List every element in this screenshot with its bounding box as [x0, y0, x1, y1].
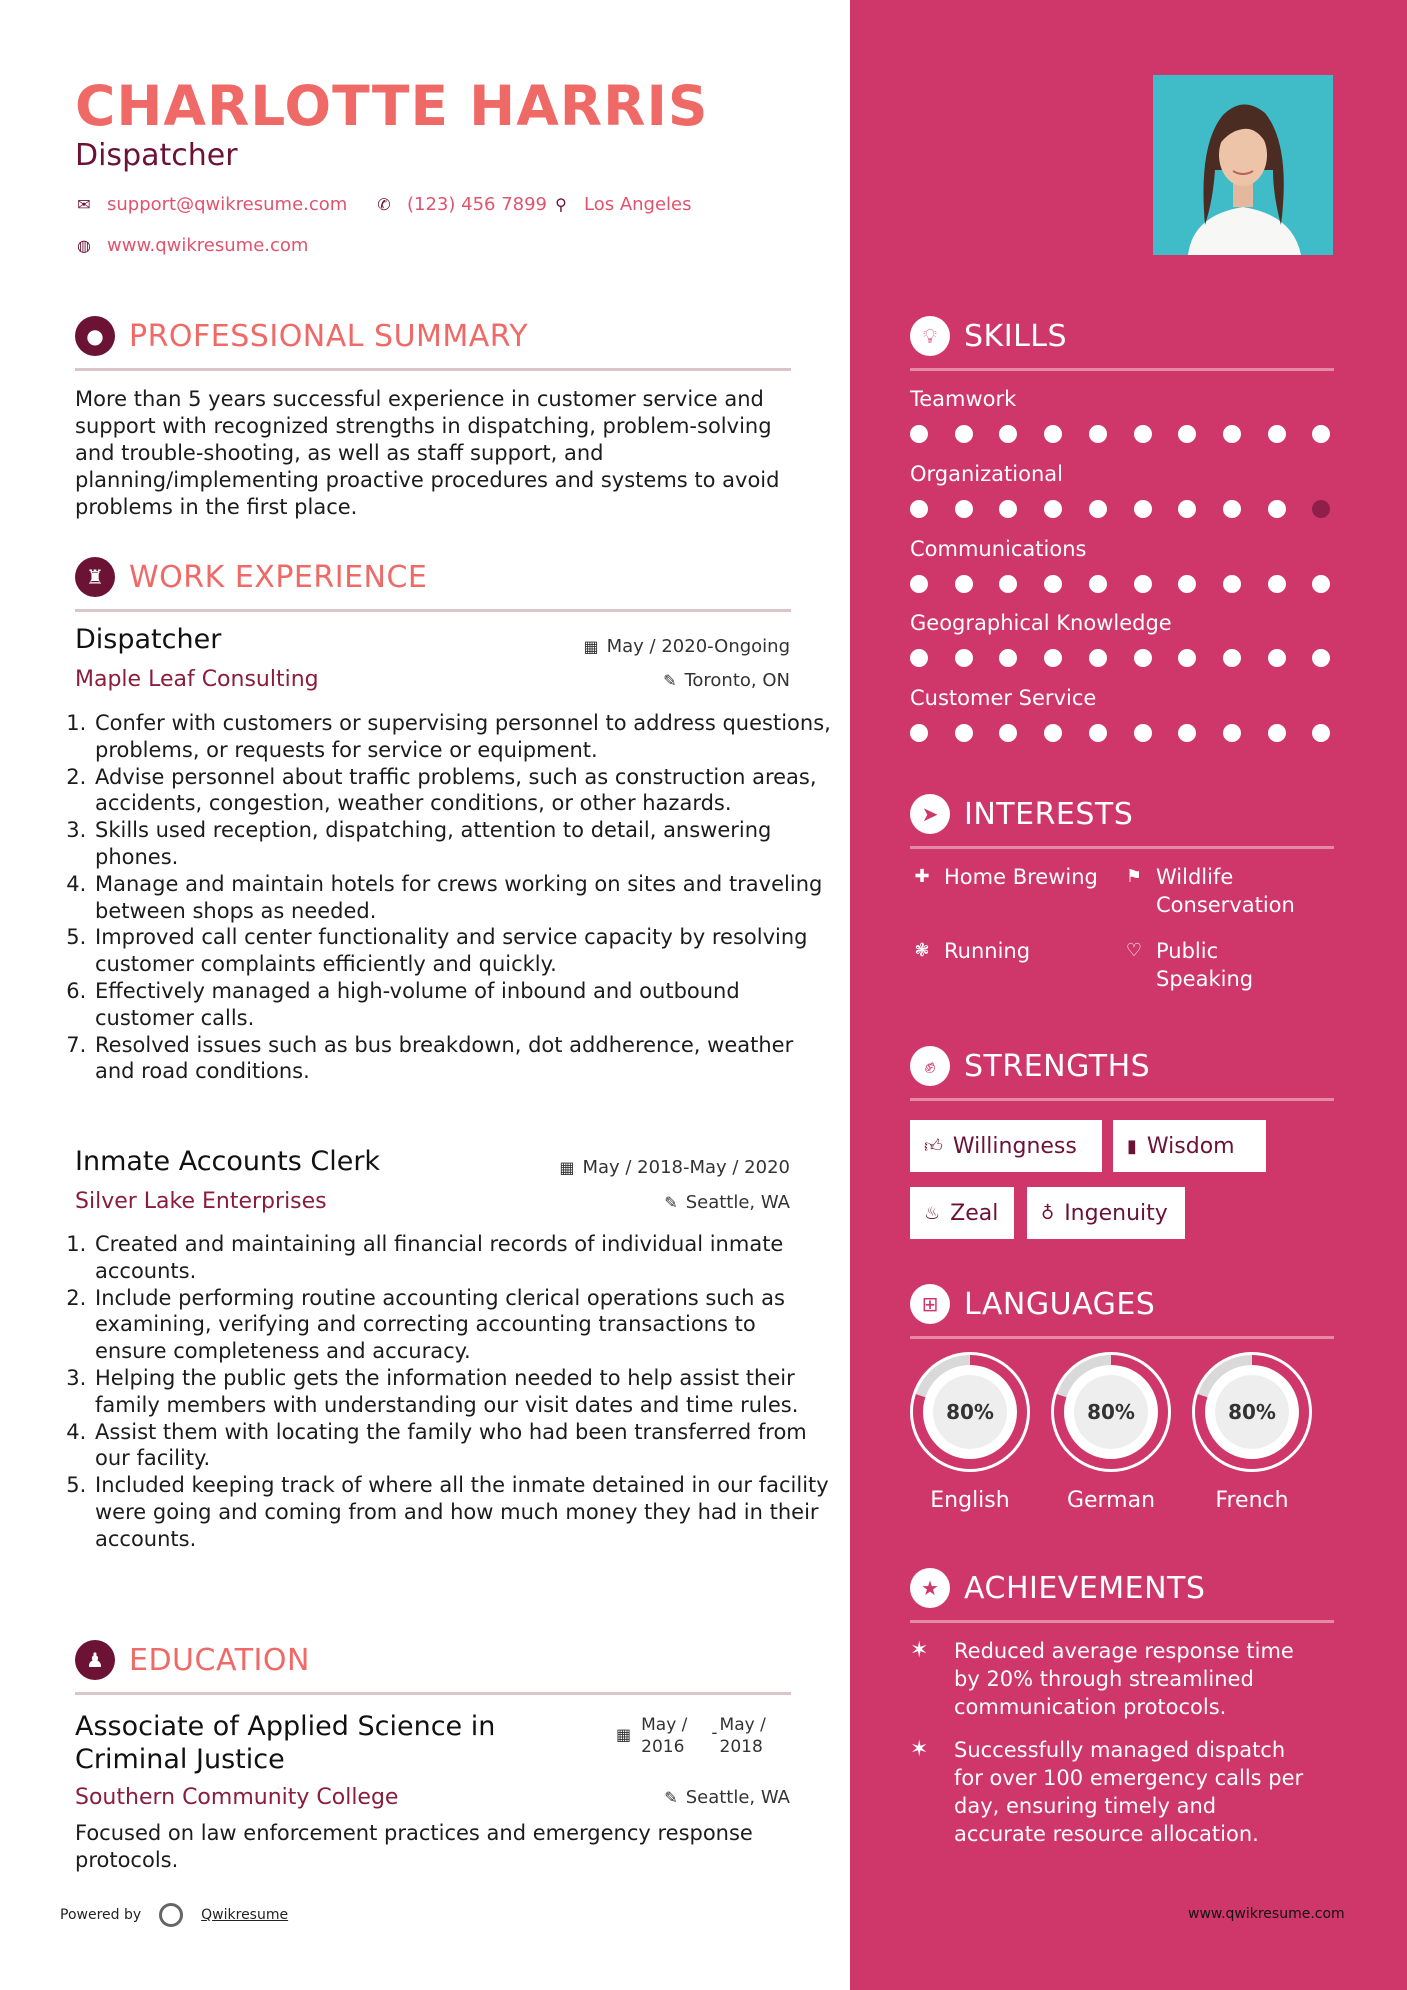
skill-dot [999, 649, 1017, 667]
list-item: 6. Effectively managed a high-volume of inbound and outbound customer calls. [93, 978, 833, 1032]
interests-heading: INTERESTS [964, 796, 1134, 832]
interest-label: Wildlife [1156, 865, 1234, 889]
experience-heading: WORK EXPERIENCE [129, 559, 428, 595]
achievements-heading: ACHIEVEMENTS [964, 1570, 1206, 1606]
education-location [664, 1787, 790, 1808]
achievement-line: by 20% through streamlined [954, 1667, 1254, 1691]
skill-dot [1268, 649, 1286, 667]
divider [910, 1098, 1334, 1101]
achievement-line: accurate resource allocation. [954, 1822, 1259, 1846]
office-chair-icon: ♜ [75, 557, 115, 597]
education-description: Focused on law enforcement practices and emergency response protocols. [75, 1821, 753, 1872]
list-item: 2. Include performing routine accounting clerical operations such as examining, verifying and correcting accounting transactions to ensure completeness and accuracy. [93, 1285, 833, 1365]
skill-dot [1178, 500, 1196, 518]
job-company: Maple Leaf Consulting [75, 667, 319, 692]
summary-section [75, 314, 791, 371]
language-percent: 80% [1228, 1400, 1276, 1424]
education-location-text: Seattle, WA [685, 1787, 790, 1808]
skill-dot [955, 575, 973, 593]
list-item: 4. Manage and maintain hotels for crews working on sites and traveling between shops as needed. [93, 871, 833, 925]
achievement-line: Successfully managed dispatch [954, 1738, 1286, 1762]
education-heading: EDUCATION [129, 1642, 310, 1678]
date-start [641, 1714, 687, 1758]
date-start-month: May / [641, 1715, 688, 1735]
flame-icon: ♨ [924, 1202, 941, 1224]
job-location-text: Toronto, ON [684, 670, 790, 691]
skill-dot [955, 500, 973, 518]
job-date [559, 1157, 790, 1178]
powered-by-text: Powered by [60, 1907, 142, 1923]
language-name: French [1215, 1488, 1289, 1513]
map-pin-icon: ⚲ [555, 195, 567, 214]
achievement-line: day, ensuring timely and [954, 1794, 1217, 1818]
languages-heading: LANGUAGES [964, 1286, 1156, 1322]
language-item [1190, 1350, 1314, 1513]
list-item: 3. Skills used reception, dispatching, attention to detail, answering phones. [93, 817, 833, 871]
footer-website[interactable]: www.qwikresume.com [1188, 1906, 1345, 1922]
interest-item [910, 937, 1030, 965]
lightbulb-icon: 💡︎ [910, 316, 950, 356]
skill-dot [999, 575, 1017, 593]
contact-website[interactable] [75, 235, 308, 256]
skill-name: Customer Service [910, 686, 1097, 710]
job-location [664, 1192, 790, 1213]
skill-rating [910, 575, 1334, 595]
education-date [616, 1714, 766, 1758]
date-separator: - [711, 1723, 718, 1743]
achievement-line: communication protocols. [954, 1695, 1227, 1719]
divider [75, 609, 791, 612]
skill-dot [999, 500, 1017, 518]
book-icon: ▮ [1127, 1135, 1137, 1157]
achievement-line: for over 100 emergency calls per [954, 1766, 1304, 1790]
candidate-name: CHARLOTTE HARRIS [75, 74, 709, 138]
languages-section [910, 1282, 1334, 1339]
envelope-icon: ✉ [77, 195, 91, 214]
interest-label: Running [944, 939, 1031, 963]
degree-line-1: Associate of Applied Science in [75, 1711, 496, 1742]
skill-dot [1223, 575, 1241, 593]
interest-label: Home Brewing [944, 865, 1098, 889]
skill-dot [1134, 425, 1152, 443]
strength-label: Zeal [950, 1200, 999, 1226]
job-location [663, 670, 790, 691]
interest-label: Public [1156, 939, 1219, 963]
skill-dot [1044, 724, 1062, 742]
language-name: German [1066, 1488, 1156, 1513]
summary-text: More than 5 years successful experience in customer service and support with recognized strengths in dispatching, problem-solving and trouble-shooting, as well as staff support, and planning/implementing proactive procedures and systems to avoid problems in the first place. [75, 387, 780, 519]
translate-icon: ⊞ [910, 1284, 950, 1324]
interest-item [910, 863, 1098, 891]
skill-dot [1089, 500, 1107, 518]
strengths-heading: STRENGTHS [964, 1048, 1151, 1084]
job-responsibilities [66, 1231, 833, 1553]
calendar-icon: ▦ [559, 1158, 575, 1177]
date-end [720, 1714, 766, 1758]
user-icon: ● [75, 316, 115, 356]
skill-rating [910, 724, 1334, 744]
website-text: www.qwikresume.com [107, 235, 309, 256]
language-item [1049, 1350, 1173, 1513]
interests-section [910, 792, 1334, 849]
pin-icon: ✎ [664, 1193, 678, 1212]
divider [910, 1336, 1334, 1339]
contact-phone[interactable] [375, 194, 547, 215]
skill-dot [1223, 724, 1241, 742]
list-item: 5. Included keeping track of where all the inmate detained in our facility were going and coming from and how much money they had in their accounts. [93, 1472, 833, 1552]
list-item: 4. Assist them with locating the family who had been transferred from our facility. [93, 1419, 833, 1473]
skill-dot [1044, 649, 1062, 667]
job-location-text: Seattle, WA [685, 1192, 790, 1213]
skill-dot [1268, 724, 1286, 742]
list-item: 5. Improved call center functionality and service capacity by resolving customer complaints efficiently and quickly. [93, 924, 833, 978]
divider [75, 368, 791, 371]
shooting-star-icon: ✶ [910, 1638, 929, 1663]
divider [910, 1620, 1334, 1623]
flag-icon: ⚑ [1125, 866, 1143, 887]
phone-text: (123) 456 7899 [407, 194, 548, 215]
strength-badge [1027, 1187, 1185, 1239]
skill-dot [1223, 649, 1241, 667]
divider [910, 846, 1334, 849]
globe-icon: ◍ [77, 236, 91, 255]
skill-dot [955, 724, 973, 742]
date-end-year: 2018 [719, 1737, 763, 1757]
skill-dot [1044, 425, 1062, 443]
degree-line-2: Criminal Justice [75, 1744, 285, 1775]
skill-dot [1268, 425, 1286, 443]
skill-dot [1089, 575, 1107, 593]
strength-badge [910, 1187, 1014, 1239]
date-start-year: 2016 [641, 1737, 685, 1757]
skill-dot [1268, 575, 1286, 593]
list-item: 7. Resolved issues such as bus breakdown, dot addherence, weather and road conditions. [93, 1032, 833, 1086]
skill-dot [1178, 649, 1196, 667]
skill-dot [1312, 649, 1330, 667]
interest-label-2: Conservation [1156, 893, 1295, 917]
achievement-item [910, 1736, 1334, 1848]
strength-badge [1113, 1120, 1266, 1172]
skill-dot [1268, 500, 1286, 518]
skills-section [910, 314, 1334, 371]
skill-dot [1044, 575, 1062, 593]
skill-dot [1134, 500, 1152, 518]
skill-dot [1044, 500, 1062, 518]
skill-dot [999, 724, 1017, 742]
language-percent: 80% [1087, 1400, 1135, 1424]
school-name: Southern Community College [75, 1785, 399, 1810]
skill-dot [1134, 575, 1152, 593]
skill-name: Communications [910, 537, 1087, 561]
achievements-section [910, 1566, 1334, 1623]
language-item [908, 1350, 1032, 1513]
paper-plane-icon: ➤ [910, 794, 950, 834]
skill-name: Geographical Knowledge [910, 611, 1172, 635]
strength-label: Willingness [952, 1133, 1077, 1159]
interest-label-2: Speaking [1156, 967, 1254, 991]
calendar-icon: ▦ [583, 637, 599, 656]
achievement-line: Reduced average response time [954, 1639, 1294, 1663]
skill-dot [1312, 500, 1330, 518]
puzzle-icon: ✚ [914, 866, 930, 887]
skill-name: Organizational [910, 462, 1063, 486]
skill-dot [910, 425, 928, 443]
list-item: 1. Created and maintaining all financial records of individual inmate accounts. [93, 1231, 833, 1285]
skill-rating [910, 425, 1334, 445]
list-item: 3. Helping the public gets the information needed to help assist their family members with understanding our visit dates and time rules. [93, 1365, 833, 1419]
contact-location [552, 194, 692, 215]
language-name: English [930, 1488, 1010, 1513]
location-text: Los Angeles [584, 194, 692, 215]
skill-rating [910, 500, 1334, 520]
job-title: Inmate Accounts Clerk [75, 1146, 381, 1177]
skill-dot [910, 649, 928, 667]
star-icon: ★ [910, 1568, 950, 1608]
skill-dot [1312, 724, 1330, 742]
paw-icon: ❃ [914, 940, 930, 961]
fist-icon: ✊︎ [910, 1046, 950, 1086]
shooting-star-icon: ✶ [910, 1737, 929, 1762]
skill-dot [955, 649, 973, 667]
skill-dot [1134, 724, 1152, 742]
skill-dot [910, 724, 928, 742]
skill-dot [999, 425, 1017, 443]
skill-name: Teamwork [910, 387, 1017, 411]
achievement-item [910, 1637, 1334, 1721]
skill-dot [1223, 425, 1241, 443]
strength-label: Wisdom [1146, 1133, 1235, 1159]
divider [910, 368, 1334, 371]
list-item: 1. Confer with customers or supervising personnel to address questions, problems, or requests for service or equipment. [93, 710, 833, 764]
interest-item [1122, 863, 1295, 919]
powered-by [60, 1903, 288, 1927]
job-date [584, 636, 791, 657]
job-company: Silver Lake Enterprises [75, 1189, 327, 1214]
skill-dot [910, 500, 928, 518]
calendar-icon: ▦ [616, 1725, 632, 1744]
skill-rating [910, 649, 1334, 669]
pin-icon: ✎ [663, 671, 677, 690]
job-date-text: May / 2018-May / 2020 [582, 1157, 790, 1178]
thumbs-up-icon: 👍︎ [924, 1136, 943, 1157]
skill-dot [1312, 425, 1330, 443]
qwikresume-logo-icon [159, 1903, 183, 1927]
experience-section [75, 555, 791, 612]
strengths-section [910, 1044, 1334, 1101]
skill-dot [1089, 724, 1107, 742]
job-date-text: May / 2020-Ongoing [606, 636, 790, 657]
skills-heading: SKILLS [964, 318, 1068, 354]
skill-dot [955, 425, 973, 443]
skill-dot [1312, 575, 1330, 593]
strength-label: Ingenuity [1064, 1200, 1168, 1226]
graduate-icon: ♟ [75, 1640, 115, 1680]
lightbulb-icon: ♁ [1041, 1202, 1055, 1224]
list-item: 2. Advise personnel about traffic problems, such as construction areas, accidents, congestion, weather conditions, or other hazards. [93, 764, 833, 818]
skill-dot [1178, 575, 1196, 593]
divider [75, 1692, 791, 1695]
summary-heading: PROFESSIONAL SUMMARY [129, 318, 529, 354]
email-text: support@qwikresume.com [107, 194, 348, 215]
interest-item [1122, 937, 1253, 993]
skill-dot [1134, 649, 1152, 667]
language-percent: 80% [946, 1400, 994, 1424]
brand-link[interactable]: Qwikresume [201, 1907, 289, 1923]
date-end-month: May / [719, 1715, 766, 1735]
contact-email[interactable] [75, 194, 347, 215]
degree-title [75, 1710, 495, 1776]
skill-dot [1178, 425, 1196, 443]
job-responsibilities [66, 710, 833, 1085]
skill-dot [1223, 500, 1241, 518]
education-section [75, 1638, 791, 1695]
skill-dot [1178, 724, 1196, 742]
candidate-role: Dispatcher [75, 138, 238, 173]
heartbeat-icon: ♡ [1125, 940, 1143, 961]
skill-dot [1089, 425, 1107, 443]
skill-dot [1089, 649, 1107, 667]
skill-dot [910, 575, 928, 593]
phone-icon: ✆ [377, 195, 391, 214]
profile-photo [1153, 75, 1333, 255]
strength-badge [910, 1120, 1102, 1172]
job-title: Dispatcher [75, 624, 222, 655]
pin-icon: ✎ [664, 1788, 678, 1807]
